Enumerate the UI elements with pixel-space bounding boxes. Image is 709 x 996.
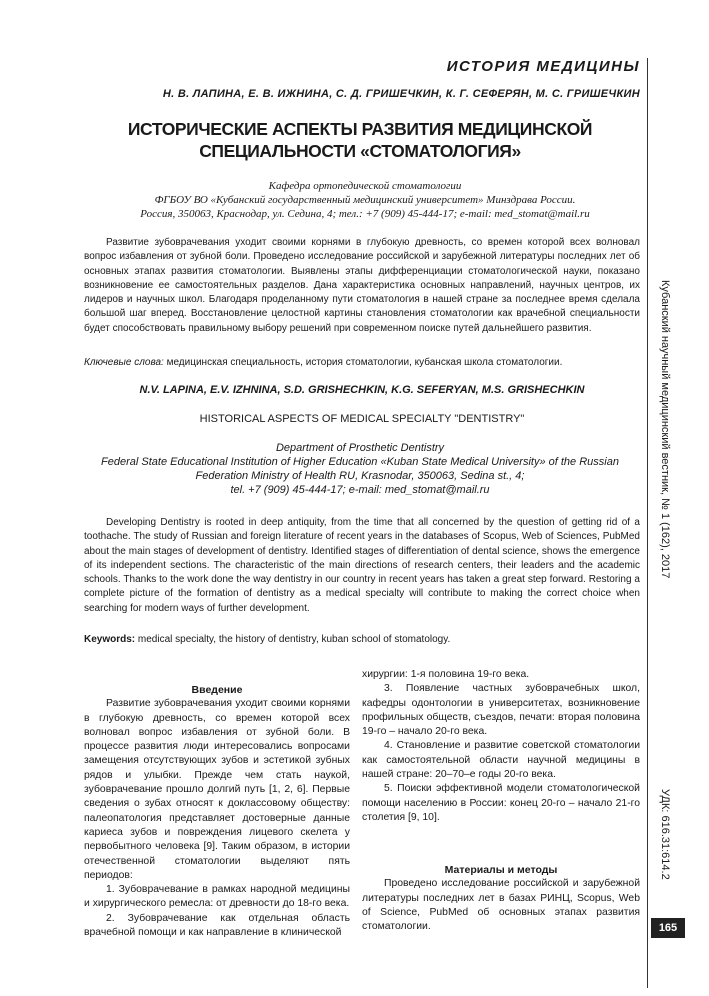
journal-citation: Кубанский научный медицинский вестник, № 1 (162), 2017	[659, 280, 671, 579]
article-title-ru	[90, 118, 630, 162]
right-column-paragraph-1: хирургии: 1-я половина 19-го века.	[362, 669, 530, 680]
affiliation-ru-line-2: ФГБОУ ВО «Кубанский государственный медицинский университет» Минздрава России.	[154, 194, 576, 206]
authors-ru: Н. В. ЛАПИНА, Е. В. ИЖНИНА, С. Д. ГРИШЕЧКИН, К. Г. СЕФЕРЯН, М. С. ГРИШЕЧКИН	[162, 88, 640, 100]
abstract-en-text: Developing Dentistry is rooted in deep antiquity, from the time that all concerned by the question of getting rid of a toothache. The study of Russian and foreign literature of recent years in the databases of Scopus, Web of Sciences, PubMed about the main stages of development of dentistry. Identified stages of differentiation of dental science, shows the emergence of its independent sections. The characteristic of the main directions of research centers, their leaders and the academic schools. Thanks to the work done the way dentistry in our country in recent years has taken a great step forward. Restoring a complete picture of the formation of dentistry as a medical specialty will contribute to making the correct choice when searching for modern ways of further development.	[84, 517, 640, 614]
abstract-ru-text: Развитие зубоврачевания уходит своими корнями в глубокую древность, со времен которой всех волновал вопрос избавления от зубной боли. Проведено исследование российской и зарубежной литературы последних лет об основных этапах развития стоматологии. Выявлены этапы дифференциации стоматологической науки, показано возникновение ее самостоятельных разделов. Дана характеристика основных направлений, научных центров, их лидеров и научных школ. Благодаря проделанному пути стоматология в нашей стране за последнее время сделала большой шаг вперед. Восстановление целостной картины становления стоматологии как врачебной специальности будет способствовать правильному выбору решений при современном поиске путей дальнейшего развития.	[84, 237, 640, 334]
page-number: 165	[651, 918, 685, 938]
authors-en: N.V. LAPINA, E.V. IZHNINA, S.D. GRISHECHKIN, K.G. SEFERYAN, M.S. GRISHECHKIN	[139, 384, 585, 396]
affiliation-en-line-1: Department of Prosthetic Dentistry	[275, 442, 445, 454]
right-column-paragraph-3: 4. Становление и развитие советской стоматологии как самостоятельной области научной медицины в нашей стране: 20–70–е годы 20-го века.	[362, 740, 640, 781]
methods-heading: Материалы и методы	[444, 864, 558, 876]
abstract-en	[84, 516, 640, 616]
methods-paragraph-1: Проведено исследование российской и зарубежной литературы последних лет в базах РИНЦ, Scopus, Web of Science, PubMed об основных этапах развития стоматологии.	[362, 878, 640, 933]
introduction-paragraph-2: 1. Зубоврачевание в рамках народной медицины и хирургического ремесла: от древности до 18-го века.	[84, 884, 350, 910]
affiliation-ru	[70, 179, 660, 221]
affiliation-ru-line-1: Кафедра ортопедической стоматологии	[268, 180, 462, 192]
right-column	[362, 668, 640, 825]
keywords-ru-label: Ключевые слова:	[84, 357, 164, 368]
affiliation-en	[60, 441, 660, 497]
section-title: ИСТОРИЯ МЕДИЦИНЫ	[446, 58, 640, 75]
right-column-paragraph-4: 5. Поиски эффективной модели стоматологической помощи населению в России: конец 20-го – начало 21-го столетия [9, 10].	[362, 783, 640, 823]
methods-section	[362, 863, 640, 934]
affiliation-en-line-3: Federation Ministry of Health RU, Krasnodar, 350063, Sedina st., 4;	[195, 470, 525, 482]
keywords-en-label: Keywords:	[84, 634, 136, 645]
introduction-paragraph-1: Развитие зубоврачевания уходит своими корнями в глубокую древность, со времен которой всех волновал вопрос избавления от зубной боли. В процессе развития люди интересовались вопросами замещения отсутствующих зубов и эстетикой зубных рядов и улыбки. Прежде чем стать наукой, зубоврачевание прошло долгий путь [1, 2, 6]. Первые сведения о зубах относят к доклассовому обществу: палеопатология представляет достоверные данные кариеса зубов и повреждения лицевого скелета у первобытного человека [9]. Таким образом, в истории отечественной стоматологии выделяют пять периодов:	[84, 698, 350, 881]
affiliation-en-line-2: Federal State Educational Institution of Higher Education «Kuban State Medical University» of the Russian	[101, 456, 619, 468]
article-title-en: HISTORICAL ASPECTS OF MEDICAL SPECIALTY "DENTISTRY"	[199, 413, 525, 425]
introduction-paragraph-3: 2. Зубоврачевание как отдельная область врачебной помощи и как направление в клинической	[84, 912, 350, 939]
title-ru-line-1: ИСТОРИЧЕСКИЕ АСПЕКТЫ РАЗВИТИЯ МЕДИЦИНСКОЙ	[127, 119, 593, 139]
introduction-heading: Введение	[191, 684, 243, 696]
right-column-paragraph-2: 3. Появление частных зубоврачебных школ, кафедры одонтологии в университетах, возникновение профильных обществ, съездов, печати: вторая половина 19-го – начало 20-го века.	[362, 683, 640, 738]
affiliation-ru-line-3: Россия, 350063, Краснодар, ул. Седина, 4; тел.: +7 (909) 45-444-17; e-mail: med_stomat@mail.ru	[140, 208, 590, 220]
keywords-ru	[84, 357, 640, 368]
keywords-en-text: medical specialty, the history of dentistry, kuban school of stomatology.	[135, 634, 451, 645]
title-ru-line-2: СПЕЦИАЛЬНОСТИ «СТОМАТОЛОГИЯ»	[199, 141, 521, 161]
udc-code: УДК: 616.31:614.2	[659, 789, 671, 880]
abstract-ru	[84, 236, 640, 336]
introduction-column	[84, 683, 350, 940]
keywords-en	[84, 634, 640, 645]
affiliation-en-line-4: tel. +7 (909) 45-444-17; e-mail: med_stomat@mail.ru	[230, 484, 490, 496]
keywords-ru-text: медицинская специальность, история стоматологии, кубанская школа стоматологии.	[163, 357, 563, 368]
